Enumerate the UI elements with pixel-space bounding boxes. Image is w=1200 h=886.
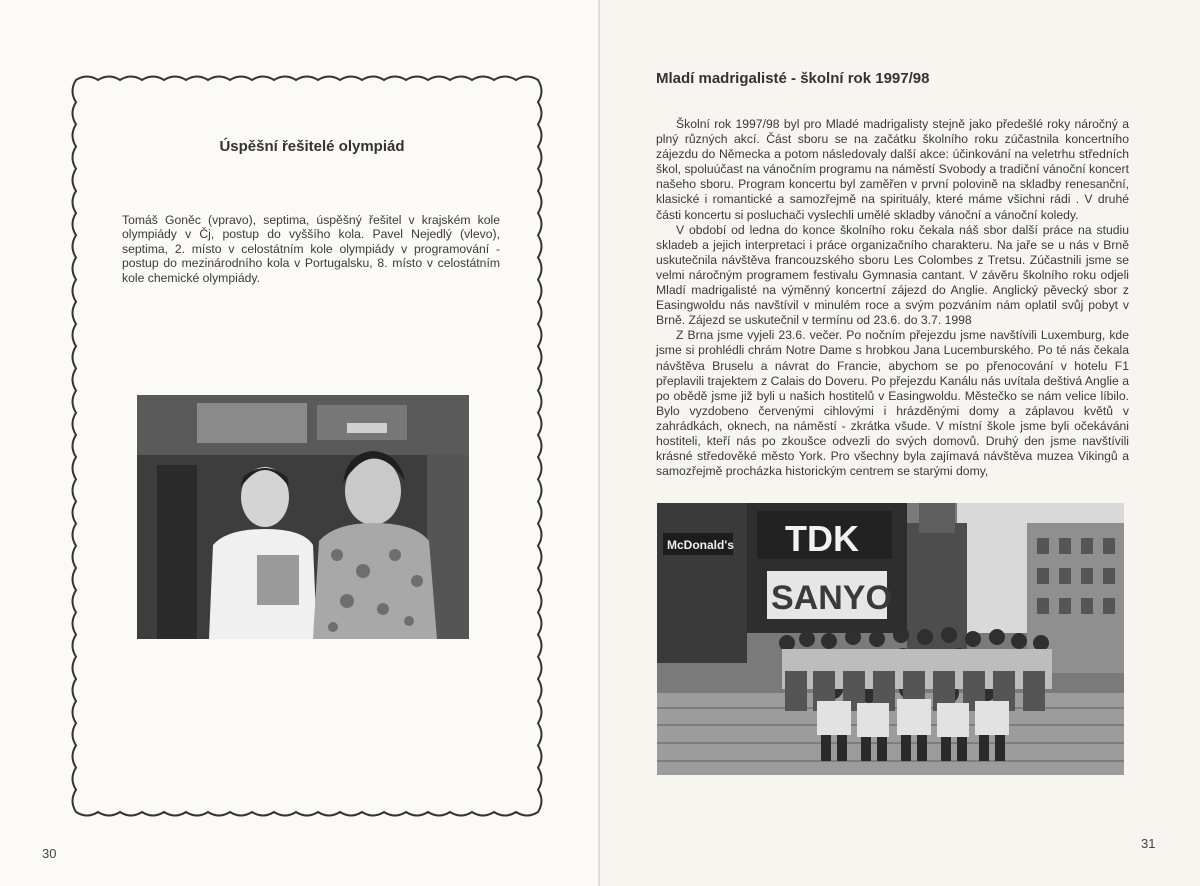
sanyo-sign: SANYO	[771, 579, 892, 617]
article-paragraph-1: Školní rok 1997/98 byl pro Mladé madrigalisty stejně jako předešlé roky náročný a plný různých akcí. Část sboru se na začátku školního roku zúčastnila koncertního zájezdu do Německa a potom následovaly další akce: účinkování na veletrhu středních škol, spoluúčast na vánočním programu na náměstí Svobody a tradiční vánoční koncert našeho sboru. Program koncertu byl zaměřen v první polovině na skladby renesanční, klasické i romantické a samozřejmě na spirituály, které máme všichni rádi . V druhé části koncertu si posluchači vyslechli umělé skladby vánoční a vánoční koledy.	[656, 117, 1129, 222]
mcdonalds-sign: McDonald's	[667, 538, 734, 552]
page-number-right: 31	[1141, 836, 1156, 851]
tdk-sign: TDK	[785, 518, 859, 559]
photo-choir-piccadilly	[657, 503, 1124, 775]
page-number-left: 30	[42, 846, 57, 861]
madrigalists-article-body	[656, 117, 1129, 479]
photo-olympiad-winners	[137, 395, 469, 639]
madrigalists-title: Mladí madrigalisté - školní rok 1997/98	[656, 70, 930, 87]
olympiad-title: Úspěšní řešitelé olympiád	[219, 138, 405, 155]
right-page	[600, 0, 1200, 886]
article-paragraph-3: Z Brna jsme vyjeli 23.6. večer. Po nočním přejezdu jsme navštívili Luxemburg, kde jsme si prohlédli chrám Notre Dame s hrobkou Jana Lucemburského. Po té nás čekala návštěva Bruselu a návrat do Francie, abychom se po přenocování v hotelu F1 přeplavili trajektem z Calais do Doveru. Po přejezdu Kanálu nás uvítala deštivá Anglie a po obědě jsme již byli u našich hostitelů v Easingwoldu. Městečko se nám velice líbilo. Bylo vyzdobeno červenými cihlovými i hrázděnými domy a záplavou květů v zahrádkách, oknech, na náměstí - zkrátka všude. V místní škole jsme byli očekáváni hostiteli, kteří nás po zkoušce odvezli do svých domovů. Druhý den jsme navštívili krásné středověké město York. Pro všechny byla zajímavá návštěva muzea Vikingů a samozřejmě procházka historickým centrem se starými domy,	[656, 328, 1129, 479]
olympiad-caption: Tomáš Goněc (vpravo), septima, úspěšný řešitel v krajském kole olympiády v Čj, postup do vyššího kola. Pavel Nejedlý (vlevo), septima, 2. místo v celostátním kole olympiády v programování - postup do mezinárodního kola v Portugalsku, 8. místo v celostátním kole chemické olympiády.	[122, 213, 500, 285]
article-paragraph-2: V období od ledna do konce školního roku čekala náš sbor další práce na studiu skladeb a jejich interpretaci i práce organizačního charakteru. Na jaře se u nás v Brně uskutečnila návštěva francouzského sboru Les Colombes z Tretsu. Zúčastnili jsme se velmi náročným programem festivalu Gymnasia cantant. V závěru školního roku odjeli Mladí madrigalisté na výměnný koncertní zájezd do Anglie. Anglický pěvecký sbor z Easingwoldu nás navštívil v minulém roce a svým pozváním nám oplatil svůj pobyt v Brně. Zájezd se uskutečnil v termínu od 23.6. do 3.7. 1998	[656, 222, 1129, 328]
